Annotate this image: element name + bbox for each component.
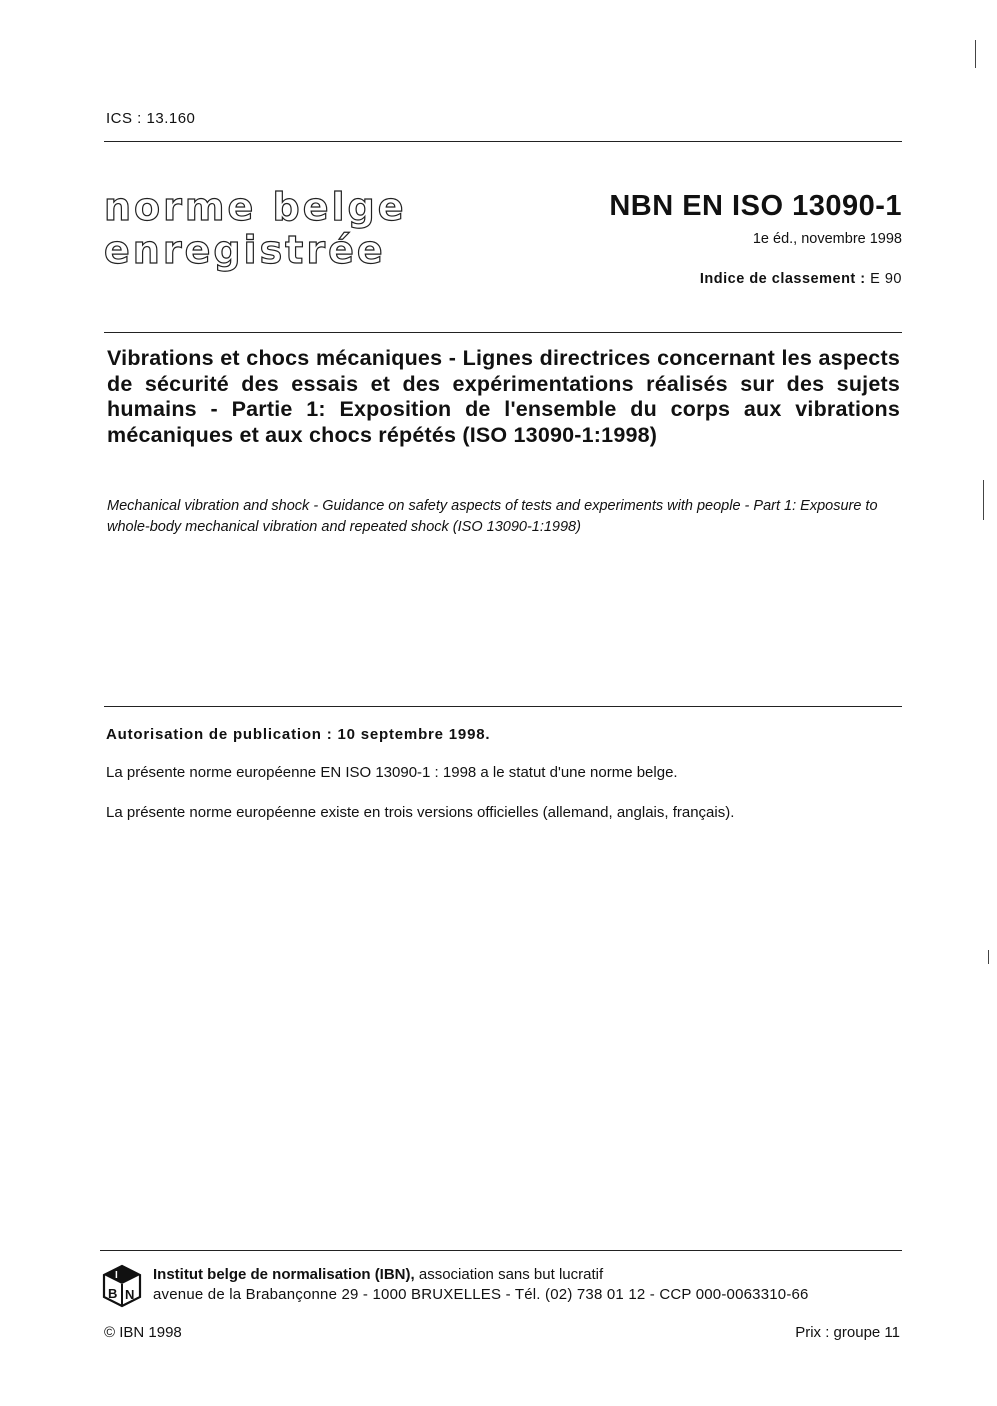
classement-value: E 90	[870, 271, 902, 287]
classement-label: Indice de classement :	[699, 271, 866, 287]
svg-text:N: N	[125, 1287, 135, 1302]
institute-name: Institut belge de normalisation (IBN),	[153, 1266, 415, 1283]
scan-edge-mark	[983, 480, 984, 520]
divider-footer	[100, 1250, 902, 1251]
brand-line-1: norme belge	[104, 185, 407, 229]
svg-text:I: I	[115, 1270, 118, 1281]
institute-description: association sans but lucratif	[418, 1266, 604, 1283]
title-french: Vibrations et chocs mécaniques - Lignes directrices concernant les aspects de sécurité des essais et des expérimentations réalisés sur des sujets humains - Partie 1: Exposition de l'ensemble du corps aux vibrations mécaniques et aux chocs répétés (ISO 13090-1:1998)	[107, 346, 900, 447]
publication-authorization	[106, 726, 490, 743]
brand-line-2: enregistrée	[104, 228, 386, 272]
ibn-logo-icon	[100, 1263, 144, 1309]
institute-address: avenue de la Brabançonne 29 - 1000 BRUXELLES - Tél. (02) 738 01 12 - CCP 000-0063310-66	[153, 1286, 809, 1303]
publication-date: 10 septembre 1998.	[337, 726, 491, 743]
scan-edge-mark	[988, 950, 989, 964]
classification-index	[700, 271, 902, 287]
standard-number: NBN EN ISO 13090-1	[609, 190, 902, 222]
statement-status: La présente norme européenne EN ISO 13090-1 : 1998 a le statut d'une norme belge.	[106, 764, 678, 781]
edition: 1e éd., novembre 1998	[752, 231, 902, 247]
svg-text:B: B	[108, 1286, 118, 1301]
divider-title	[104, 332, 902, 333]
statement-versions: La présente norme européenne existe en trois versions officielles (allemand, anglais, français).	[106, 804, 735, 821]
publication-label: Autorisation de publication :	[106, 726, 333, 743]
divider-top	[104, 141, 902, 142]
institute-line	[153, 1266, 603, 1283]
scan-edge-mark	[975, 40, 976, 68]
ics-code: ICS : 13.160	[106, 110, 196, 127]
title-english: Mechanical vibration and shock - Guidance on safety aspects of tests and experiments with people - Part 1: Exposure to whole-body mechanical vibration and repeated shock (ISO 13090-1:1998)	[107, 498, 878, 535]
price-group: Prix : groupe 11	[795, 1324, 900, 1341]
copyright: © IBN 1998	[104, 1324, 182, 1341]
divider-publication	[104, 706, 902, 707]
